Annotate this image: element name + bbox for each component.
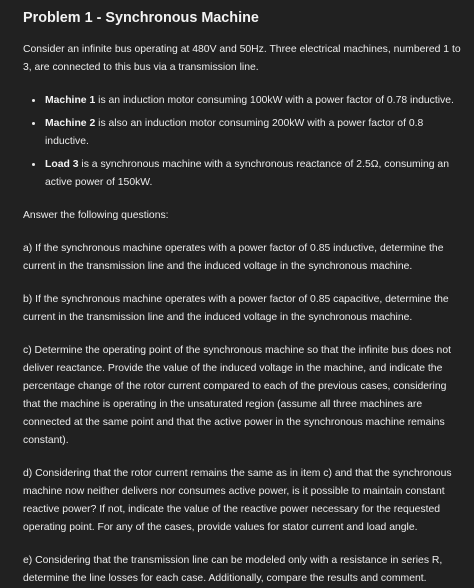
questions-intro: Answer the following questions: [23,210,169,221]
machine-list [23,92,462,192]
machine-description: is also an induction motor consuming 200kW with a power factor of 0.8 inductive. [45,118,424,147]
page-title: Problem 1 - Synchronous Machine [23,10,259,26]
list-item-machine-2 [44,115,462,151]
machine-name: Load 3 [45,159,79,170]
list-item-machine-1 [44,92,462,110]
machine-name: Machine 1 [45,95,96,106]
question-b: b) If the synchronous machine operates with a power factor of 0.85 capacitive, determine the current in the transmission line and the induced voltage in the synchronous machine. [23,294,449,323]
machine-description: is a synchronous machine with a synchronous reactance of 2.5Ω, consuming an active power of 150kW. [45,159,449,188]
machine-description: is an induction motor consuming 100kW with a power factor of 0.78 inductive. [95,95,454,106]
question-e: e) Considering that the transmission line can be modeled only with a resistance in series R, determine the line losses for each case. Additionally, compare the results and comment. [23,555,443,584]
question-c: c) Determine the operating point of the synchronous machine so that the infinite bus does not deliver reactance. Provide the value of the induced voltage in the machine, and indicate the percentage change of the rotor current compared to each of the previous cases, considering that the machine is operating in the unsaturated region (assume all three machines are connected at the same point and that the active power in the synchronous machine remains constant). [23,345,452,446]
machine-name: Machine 2 [45,118,96,129]
list-item-load-3 [44,156,462,192]
question-d: d) Considering that the rotor current remains the same as in item c) and that the synchronous machine now neither delivers nor consumes active power, is it possible to maintain constant reactive power? If not, indicate the value of the reactive power necessary for the requested operating point. For any of the cases, provide values for stator current and load angle. [23,468,452,533]
question-a: a) If the synchronous machine operates with a power factor of 0.85 inductive, determine the current in the transmission line and the induced voltage in the synchronous machine. [23,243,444,272]
intro-paragraph: Consider an infinite bus operating at 480V and 50Hz. Three electrical machines, numbered 1 to 3, are connected to this bus via a transmission line. [23,44,461,73]
